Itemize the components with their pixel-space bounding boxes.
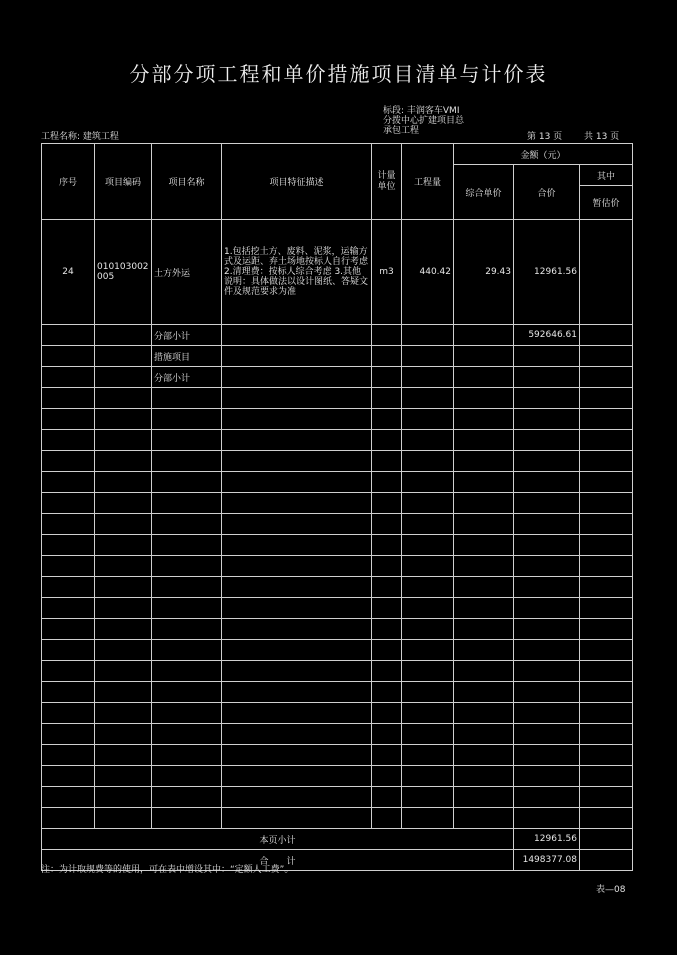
header-of-which: 其中 bbox=[580, 165, 633, 186]
table-row bbox=[42, 724, 633, 745]
header-amount: 金额（元） bbox=[454, 144, 633, 165]
table-row bbox=[42, 808, 633, 829]
header-unit-price: 综合单价 bbox=[454, 165, 514, 220]
table-row bbox=[42, 451, 633, 472]
table-row bbox=[42, 787, 633, 808]
table-row bbox=[42, 619, 633, 640]
grand-total-value: 1498377.08 bbox=[514, 850, 580, 871]
table-row bbox=[42, 367, 633, 388]
grand-total-label: 合 计 bbox=[42, 850, 514, 871]
project-name: 工程名称: 建筑工程 bbox=[41, 132, 119, 142]
page-total: 共 13 页 bbox=[584, 132, 620, 142]
header-seq: 序号 bbox=[42, 144, 95, 220]
header-name: 项目名称 bbox=[152, 144, 222, 220]
subtotal-value: 592646.61 bbox=[514, 325, 580, 346]
section-line-1: 标段: 丰润客车VMI bbox=[383, 106, 460, 116]
table-row bbox=[42, 661, 633, 682]
table-row bbox=[42, 346, 633, 367]
pricing-table bbox=[41, 143, 633, 871]
header-unit: 计量单位 bbox=[372, 144, 402, 220]
header-total: 合价 bbox=[514, 165, 580, 220]
table-row bbox=[42, 598, 633, 619]
measures-label: 措施项目 bbox=[152, 346, 222, 367]
table-row bbox=[42, 766, 633, 787]
page-subtotal-label: 本页小计 bbox=[42, 829, 514, 850]
table-row bbox=[42, 493, 633, 514]
page-subtotal-value: 12961.56 bbox=[514, 829, 580, 850]
table-row bbox=[42, 472, 633, 493]
item-unit: m3 bbox=[372, 220, 402, 325]
table-row bbox=[42, 388, 633, 409]
footnote: 注：为计取规费等的使用，可在表中增设其中：“定额人工费”。 bbox=[41, 865, 294, 875]
item-seq: 24 bbox=[42, 220, 95, 325]
measures-subtotal-label: 分部小计 bbox=[152, 367, 222, 388]
table-row bbox=[42, 556, 633, 577]
table-row bbox=[42, 220, 633, 325]
header-code: 项目编码 bbox=[95, 144, 152, 220]
page-subtotal-row bbox=[42, 829, 633, 850]
form-id: 表—08 bbox=[596, 885, 626, 895]
item-provisional bbox=[580, 220, 633, 325]
table-row bbox=[42, 703, 633, 724]
table-row bbox=[42, 745, 633, 766]
table-row bbox=[42, 325, 633, 346]
item-code: 010103002 005 bbox=[95, 220, 152, 325]
section-line-3: 承包工程 bbox=[383, 126, 420, 136]
section-line-2: 分拨中心扩建项目总 bbox=[383, 116, 465, 126]
page-number: 第 13 页 bbox=[527, 132, 563, 142]
table-row bbox=[42, 430, 633, 451]
header-desc: 项目特征描述 bbox=[222, 144, 372, 220]
page-title: 分部分项工程和单价措施项目清单与计价表 bbox=[129, 62, 548, 86]
item-unit-price: 29.43 bbox=[454, 220, 514, 325]
item-total: 12961.56 bbox=[514, 220, 580, 325]
table-row bbox=[42, 535, 633, 556]
table-row bbox=[42, 640, 633, 661]
item-qty: 440.42 bbox=[402, 220, 454, 325]
header-provisional: 暂估价 bbox=[580, 186, 633, 220]
table-row bbox=[42, 514, 633, 535]
item-desc: 1.包括挖土方、废料、泥浆，运输方式及运距、弃土场地按标人自行考虑 2.清理费：按标人综合考虑 3.其他说明：具体做法以设计图纸、答疑文件及规范要求为准 bbox=[222, 220, 372, 325]
header-qty: 工程量 bbox=[402, 144, 454, 220]
table-row bbox=[42, 682, 633, 703]
subtotal-label: 分部小计 bbox=[152, 325, 222, 346]
item-name: 土方外运 bbox=[152, 220, 222, 325]
table-row bbox=[42, 409, 633, 430]
section-info bbox=[383, 106, 464, 136]
table-row bbox=[42, 577, 633, 598]
